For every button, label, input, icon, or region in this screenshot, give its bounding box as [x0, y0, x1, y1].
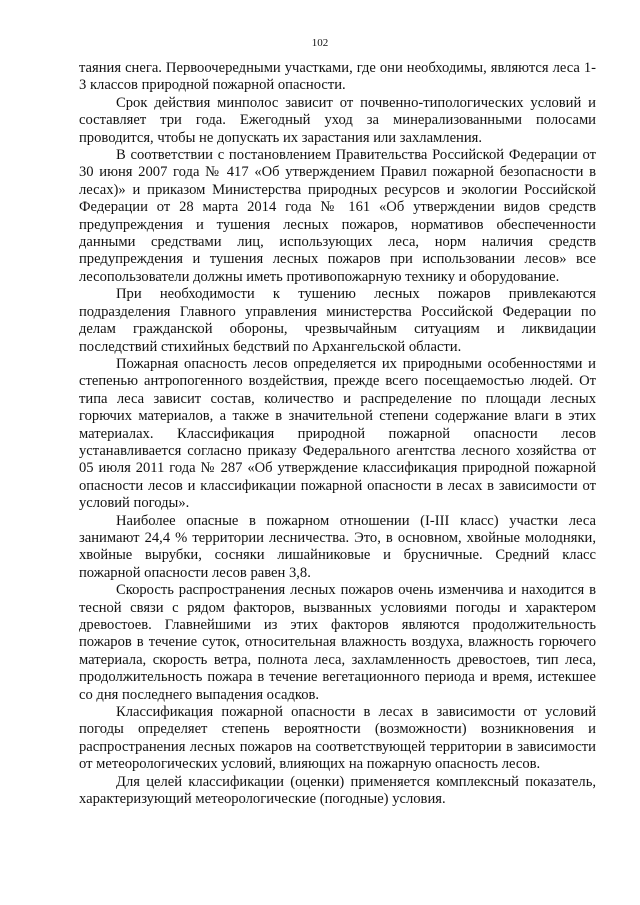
paragraph: Наиболее опасные в пожарном отношении (I-III класс) участки леса занимают 24,4 % территории лесничества. Это, в основном, хвойные молодняки, хвойные вырубки, сосняки лишайниковые и брусничные. Средний класс пожарной опасности лесов равен 3,8. [79, 512, 596, 581]
paragraph: В соответствии с постановлением Правительства Российской Федерации от 30 июня 2007 года № 417 «Об утверждением Правил пожарной безопасности в лесах)» и приказом Министерства природных ресурсов и экологии Российской Федерации от 28 марта 2014 года № 161 «Об утверждении видов средств предупреждения и тушения лесных пожаров, нормативов обеспеченности данными средствами лиц, использующих леса, норм наличия средств предупреждения и тушения лесных пожаров при использовании лесов» все лесопользователи должны иметь противопожарную технику и оборудование. [79, 147, 596, 285]
paragraph: Для целей классификации (оценки) применяется комплексный показатель, характеризующий метеорологические (погодные) условия. [79, 773, 596, 808]
paragraph: Срок действия минполос зависит от почвенно-типологических условий и составляет три года. Ежегодный уход за минерализованными полосами проводится, чтобы не допускать их зарастания или захламления. [79, 94, 596, 146]
body-text [79, 60, 596, 808]
paragraph: Пожарная опасность лесов определяется их природными особенностями и степенью антропогенного воздействия, прежде всего посещаемостью людей. От типа леса зависит состав, количество и распределение по площади лесных горючих материалов, а также в значительной степени содержание влаги в этих материалах. Классификация природной пожарной опасности лесов устанавливается согласно приказу Федерального агентства лесного хозяйства от 05 июля 2011 года № 287 «Об утверждение классификация природной пожарной опасности лесов и классификации пожарной опасности в лесах в зависимости от условий погоды». [79, 355, 596, 512]
page-number: 102 [311, 37, 329, 49]
paragraph: Классификация пожарной опасности в лесах в зависимости от условий погоды определяет степень вероятности (возможности) возникновения и распространения лесных пожаров на соответствующей территории в зависимости от метеорологических условий, влияющих на пожарную опасность лесов. [79, 704, 596, 773]
paragraph-continuation: таяния снега. Первоочередными участками, где они необходимы, являются леса 1-3 классов природной пожарной опасности. [79, 60, 596, 94]
paragraph: Скорость распространения лесных пожаров очень изменчива и находится в тесной связи с рядом факторов, вызванных условиями погоды и характером древостоев. Главнейшими из этих факторов являются продолжительность пожаров в течение суток, относительная влажность воздуха, влажность горючего материала, скорость ветра, полнота леса, захламленность древостоев, тип леса, продолжительность пожара в течение вегетационного периода и время, истекшее со дня последнего выпадения осадков. [79, 582, 596, 703]
paragraph: При необходимости к тушению лесных пожаров привлекаются подразделения Главного управления министерства Российской Федерации по делам гражданской обороны, чрезвычайным ситуациям и ликвидации последствий стихийных бедствий по Архангельской области. [79, 286, 596, 355]
